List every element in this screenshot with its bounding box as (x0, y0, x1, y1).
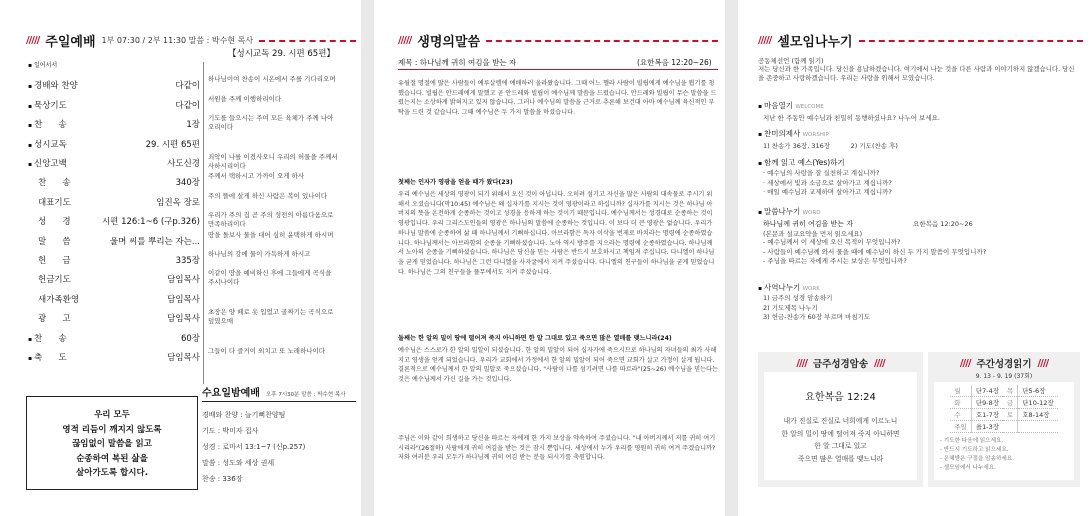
work-en: WORK (802, 286, 820, 292)
word-section (758, 206, 1080, 267)
wednesday-line: 말씀 : 성도와 세상 권세 (202, 459, 275, 467)
service-item (28, 60, 200, 69)
weekly-cell: 단10-12장 (1018, 397, 1058, 409)
weekly-row (950, 385, 1057, 397)
wednesday-service (202, 384, 356, 487)
weekly-row (950, 397, 1057, 409)
service-item-note: 주의 뜰에 살게 하신 사람은 복이 있나이다 (208, 191, 328, 200)
service-item-value: 담임목사 (167, 275, 200, 286)
list-line: - 주님을 따르는 자에게 주시는 보상은 무엇입니까? (763, 257, 907, 265)
worship-panel (0, 0, 361, 516)
service-item-label: 헌 금 (38, 256, 71, 266)
wednesday-sub: 오후 7시30분 말씀 : 박수현 목사 (265, 392, 346, 398)
weekly-cell: 목 (1003, 385, 1018, 397)
service-item-label: 대표기도 (38, 197, 71, 208)
subject-rule (398, 69, 718, 70)
service-item-value: 340장 (175, 178, 200, 189)
weekly-cell (1018, 421, 1058, 433)
header-rule (486, 40, 718, 42)
service-item-label: ▪ 묵상기도 (28, 99, 67, 111)
weekly-cell (1003, 421, 1018, 433)
worship-en: WORSHIP (802, 132, 829, 138)
wednesday-title: 수요일밤예배 (202, 388, 260, 399)
service-item-label: 새가족환영 (38, 294, 80, 305)
service-item (28, 332, 200, 344)
motto-box (26, 396, 198, 490)
weekly-table (950, 385, 1057, 433)
service-item-note: 그들이 다 즐거이 외치고 또 노래하나이다 (208, 347, 326, 355)
service-item-note: 이같이 땅을 예비하신 후에 그들에게 곡식을 주시나이다 (208, 269, 332, 287)
motto-text: 우리 모두 영적 리듬이 깨지지 않도록 끊임없이 말씀을 읽고 순종하여 복된 삶을 살아가도록 합시다. (62, 410, 162, 478)
weekly-cell: 단9-8장 (971, 397, 1003, 409)
service-item-value: 29. 시편 65편 (145, 139, 200, 150)
point2-title: 둘째는 한 알의 밀이 땅에 떨어져 죽지 아니하면 한 알 그대로 있고 죽으면 많은 열매를 맺느니라(24) (398, 335, 672, 342)
word-subject: 하나님께 귀히 여김을 받는 자 (763, 220, 854, 228)
worship-text: 1) 찬송가 36장, 316장 2) 기도(찬송 후) (763, 142, 898, 150)
weekly-note: - 기도한 다음에 읽으세요. (940, 438, 1004, 444)
header-dashes: //// (874, 357, 885, 369)
service-item-label: ▪ 축 도 (28, 351, 67, 363)
service-item-label: 성 경 (38, 217, 71, 228)
weekly-notes (934, 437, 1074, 473)
service-item (28, 176, 200, 188)
list-line: · 매일 예수님과 교제하며 살아가고 계십니까? (763, 188, 892, 196)
list-line: · 예수님의 사랑을 잘 실천하고 계십니까? (763, 169, 880, 177)
point1-title: 첫째는 인자가 영광을 얻을 때가 왔다(23) (398, 179, 513, 186)
cell-title: 셀모임나누기 (777, 35, 853, 50)
service-item-note: 초장은 양 떼로 옷 입었고 골짜기는 곡식으로 덮였으매 (208, 308, 334, 326)
weekly-row (950, 409, 1057, 421)
service-item-value: 335장 (175, 256, 200, 266)
header-rule (859, 40, 1083, 42)
wednesday-line: 찬송 : 336장 (202, 475, 243, 483)
service-item (28, 215, 200, 227)
header-dashes: //// (959, 357, 971, 369)
service-item (28, 235, 200, 247)
service-item-value: 담임목사 (167, 294, 200, 305)
worship-sec-title: ▪ 찬미의제사 (758, 129, 800, 138)
service-item-label: 찬 송 (38, 178, 71, 189)
service-item (28, 118, 200, 130)
wednesday-line: 성경 : 로마서 13:1~7 (신p.257) (202, 443, 306, 451)
worship-section (758, 128, 1080, 150)
weekly-cell: 주일 (950, 421, 971, 433)
service-item (28, 157, 200, 169)
work-title: ▪ 사역나누기 (758, 283, 800, 292)
worship-title: 주일예배 (45, 35, 96, 50)
weekly-note: - 은혜받은 구절을 암송하세요. (940, 456, 1014, 462)
welcome-en: WELCOME (795, 104, 824, 110)
weekly-cell: 욜1-3장 (971, 421, 1003, 433)
service-item (28, 273, 200, 285)
service-item-note: 우리가 주의 집 곧 주의 성전의 아름다움으로 만족하리이다 (208, 211, 334, 229)
service-item (28, 351, 200, 363)
work-lines (758, 294, 1080, 323)
sermon-header (398, 31, 718, 50)
weekly-title: 주간성경읽기 (976, 359, 1032, 370)
service-item (28, 254, 200, 266)
service-item-value: 1장 (186, 120, 200, 131)
sermon-intro: 유월절 명절에 많은 사람들이 예루살렘에 예배하러 올라왔습니다. 그때 어느 헬라 사람이 빌립에게 예수님을 뵙기를 청했습니다. 빌립은 안드레에게 말했고 곧 안드레와 빌립이 예수님께 말씀을 드렸습니다. 안드레와 빌립이 무슨 말씀을 드렸는지는 소상하게 밝혀지고 있지 않습니다. 그러나 예수님의 말씀을 근거로 추론해 보건대 아마 예수님께 육신적인 부탁을 드린 것 같습니다. 그때 예수님은 두 가지 말씀을 하셨습니다. (398, 80, 717, 117)
header-dashes: //// (796, 357, 807, 369)
service-item-label: ▪ 일어서서 (28, 60, 57, 69)
header-dashes: ///// (398, 35, 412, 46)
point3-text: 주님은 이와 같이 희생하고 당신을 따르는 자에게 한 가지 보상을 약속하여 주셨습니다. "내 아버지께서 저를 귀히 여기시리라"(26절하) 사람에게 귀히 여김을 받는 것은 잠시 뿐입니다. 세상에서 누가 우리를 영원히 귀히 여겨 주겠습니까? 저와 여러분 우리 모두가 하나님께 귀히 여김 받는 분들 되시기를 축원합니다. (398, 435, 716, 462)
weekly-cell: 금 (1003, 397, 1018, 409)
sermon-title: 생명의말씀 (417, 35, 481, 50)
weekly-cell: 단7-4장 (971, 385, 1003, 397)
service-item-value: 시편 126:1~6 (구p.326) (101, 217, 200, 228)
memory-text: 내가 진실로 진실로 너희에게 이르노니 한 알의 밀이 땅에 떨어져 죽지 아니하면 한 알 그대로 있고 죽으면 많은 열매를 맺느니라 (781, 417, 900, 463)
list-line: - 예수님께서 이 세상에 오신 목적이 무엇입니까? (763, 238, 901, 246)
service-item-value: 60장 (180, 333, 200, 344)
memory-title: 금주성경암송 (812, 359, 869, 370)
header-dashes: //// (1037, 357, 1049, 369)
service-item (28, 196, 200, 208)
service-item-value: 다같이 (175, 81, 200, 92)
service-item-value: 담임목사 (167, 353, 200, 363)
word-questions (758, 238, 1080, 267)
service-item-value: 담임목사 (167, 314, 200, 325)
header-rule (259, 40, 356, 42)
wednesday-line: 기도 : 박미자 집사 (202, 427, 259, 435)
service-item (28, 293, 200, 305)
service-item-note: 주께서 택하시고 가까이 오게 하사 (208, 172, 305, 181)
work-section (758, 282, 1080, 323)
weekly-cell: 월 (950, 385, 971, 397)
service-item-label: ▪ 경배와 찬양 (28, 79, 78, 91)
opening-title: 공동체선언 (함께 읽기) (758, 57, 824, 65)
service-item (28, 312, 200, 324)
weekly-row (950, 421, 1057, 433)
list-line: 1) 금주의 성경 암송하기 (763, 294, 833, 302)
service-item-note: 하나님의 강에 물이 가득하게 하시고 (208, 250, 311, 258)
weekly-reading-box (928, 352, 1080, 487)
memory-header (764, 356, 917, 370)
service-item-label: 광 고 (38, 314, 71, 325)
welcome-text: 지난 한 주동안 예수님과 친밀히 동행하셨나요? 나누어 보세요. (763, 114, 940, 122)
weekly-cell: 수 (950, 409, 971, 421)
cell-panel (738, 0, 1091, 516)
service-item (28, 79, 200, 91)
point1-text: 우리 예수님은 세상의 영광이 되기 위해서 오신 것이 아닙니다. 오히려 섬기고 자신을 많은 사람의 대속물로 주시기 위해서 오셨습니다(막10:45) 예수님은 왜 십자가를 지시는 것이 영광이라고 하십니까? 십자가를 지시는 것은 하나님 아버지의 뜻을 온전하게 순종하는 것이고 성경을 응하게 하는 것이기 때문입니다. 예수님께서는 성경대로 순종하는 것이 영광입니다. 우리 그리스도인들의 영광은 하나님의 말씀에 순종하는 것입니다. 이 보다 더 큰 영광은 없습니다. 우리가 하나님 말씀에 순종하여 삶 때 하나님께서 기뻐하십니다. 아브라함은 독자 이삭을 번제로 바치라는 명령에 순종하였습니다. 하나님께서는 아브라함의 순종을 기뻐하셨습니다. 노아 역시 방주를 지으라는 명령에 순종하였습니다. 하나님께서 노아의 순종을 기뻐하셨습니다. 하나님은 당신을 믿는 사람은 반드시 보호하시고 책임져 주십니다. 다니엘이 하나님을 굳게 믿었습니다. 하나님은 그런 다니엘을 사자굴에서 지켜 주셨습니다. 다니엘의 친구들이 하나님을 굳게 믿었습니다. 하나님은 그의 친구들을 풀무에서도 지켜 주셨습니다. (398, 191, 715, 276)
weekly-cell: 화 (950, 397, 971, 409)
wednesday-lines (202, 407, 356, 487)
sermon-panel (374, 0, 725, 516)
wednesday-line: 경배와 찬양 : 늘기뻐찬양팀 (202, 411, 286, 419)
service-item-note: 땅을 돌보사 물을 대어 심히 윤택하게 하시며 (208, 230, 334, 239)
weekly-range: 9. 13 - 9. 19 (37회) (975, 373, 1033, 380)
list-line: 2) 기도제목 나누기 (763, 303, 818, 312)
service-item-label: ▪ 성시교독 (28, 138, 67, 150)
memory-reference: 요한복음 12:24 (805, 392, 876, 403)
memory-verse-box (758, 352, 923, 487)
service-item-label: ▪ 찬 송 (28, 332, 67, 344)
service-item-value: 사도신경 (167, 159, 200, 169)
service-item-note: 기도를 들으시는 주여 모든 육체가 주께 나아오리이다 (208, 114, 334, 132)
weekly-note: - 반드시 기도하고 읽으세요. (940, 447, 1009, 453)
weekly-cell: 호8-14장 (1018, 409, 1058, 421)
divider (203, 62, 204, 384)
weekly-note: - 셀모임에서 나누세요. (940, 465, 996, 471)
service-item-note: 하나님이여 찬송이 시온에서 주를 기다리오며 (208, 75, 336, 84)
service-item-label: 헌금기도 (38, 275, 71, 286)
word-en: WORD (802, 210, 821, 216)
service-item (28, 138, 200, 150)
yes-title: ▪ 함께 읽고 예스(Yes)하기 (758, 157, 1080, 168)
welcome-section (758, 100, 1080, 122)
word-reference: 요한복음 12:20~26 (913, 220, 973, 228)
weekly-cell: 단5-6장 (1018, 385, 1058, 397)
service-item-note: 죄악이 나를 이겼사오니 우리의 허물을 주께서 사하시리이다 (208, 153, 338, 170)
welcome-title: ▪ 마음열기 (758, 101, 793, 110)
header-dashes: ///// (758, 35, 772, 46)
word-note: (본문과 설교요약을 먼저 읽으세요) (763, 230, 863, 238)
weekly-cell: 토 (1003, 409, 1018, 421)
list-line: - 사람들이 예수님께 와서 물을 때에 예수님이 하신 두 가지 말씀이 무엇입니까? (763, 247, 987, 256)
service-item-value: 울며 씨를 뿌리는 자는... (109, 236, 200, 247)
point2-text: 예수님은 스스로가 한 알의 밀알이 되셨습니다. 한 알의 밀알이 되어 십자가에 죽으시므로 하나님의 자녀들의 최가 사해지고 영생을 얻게 되었습니다. 우리가 교회에서 가정에서 한 알의 밀알이 되어 죽으면 교회가 살고 가정이 살게 됩니다. 결론적으로 예수님께서 한 알의 밀알로 죽으셨습니다. "사람이 나를 섬기려면 나를 따르라"(25~26) 예수님을 믿는다는 것은 예수님께서 가신 길을 가는 것입니다. (398, 347, 719, 384)
service-item-value: 다같이 (175, 100, 200, 111)
service-item-label: ▪ 찬 송 (28, 118, 67, 130)
worship-schedule: 1부 07:30 / 2부 11:30 말씀 : 박수현 목사 (101, 36, 254, 45)
list-line: · 세상에서 빛과 소금으로 살아가고 계십니까? (763, 178, 892, 187)
header-dashes: ///// (26, 35, 40, 46)
opening-text: 저는 당신과 한 가족입니다. 당신을 용납하겠습니다. 여기에서 나눈 것을 다른 사람과 이야기하지 않겠습니다. 당신을 존중하고 사랑하겠습니다. 우리는 사랑을 위해서 모였습니다. (758, 65, 1075, 82)
weekly-cell: 호1-7장 (971, 409, 1003, 421)
sermon-subject: 제목 : 하나님께 귀히 여김을 받는 자 (398, 58, 517, 67)
yes-lines (758, 169, 1080, 198)
list-line: 3) 헌금-찬송가 60장 부르며 마침기도 (763, 313, 871, 321)
weekly-header (934, 356, 1074, 370)
service-item (28, 99, 200, 111)
word-title: ▪ 말씀나누기 (758, 207, 800, 216)
service-item-label: ▪ 신앙고백 (28, 157, 67, 169)
scripture-bracket: 【성시교독 29. 시편 65편】 (228, 49, 335, 59)
sermon-reference: (요한복음 12:20~26) (637, 58, 712, 67)
yes-section (758, 157, 1080, 198)
service-item-label: 말 씀 (38, 236, 71, 247)
service-item-value: 임진옥 장로 (156, 197, 200, 208)
service-item-note: 서원을 주께 이행하리이다 (208, 94, 282, 103)
cell-header (758, 31, 1083, 50)
